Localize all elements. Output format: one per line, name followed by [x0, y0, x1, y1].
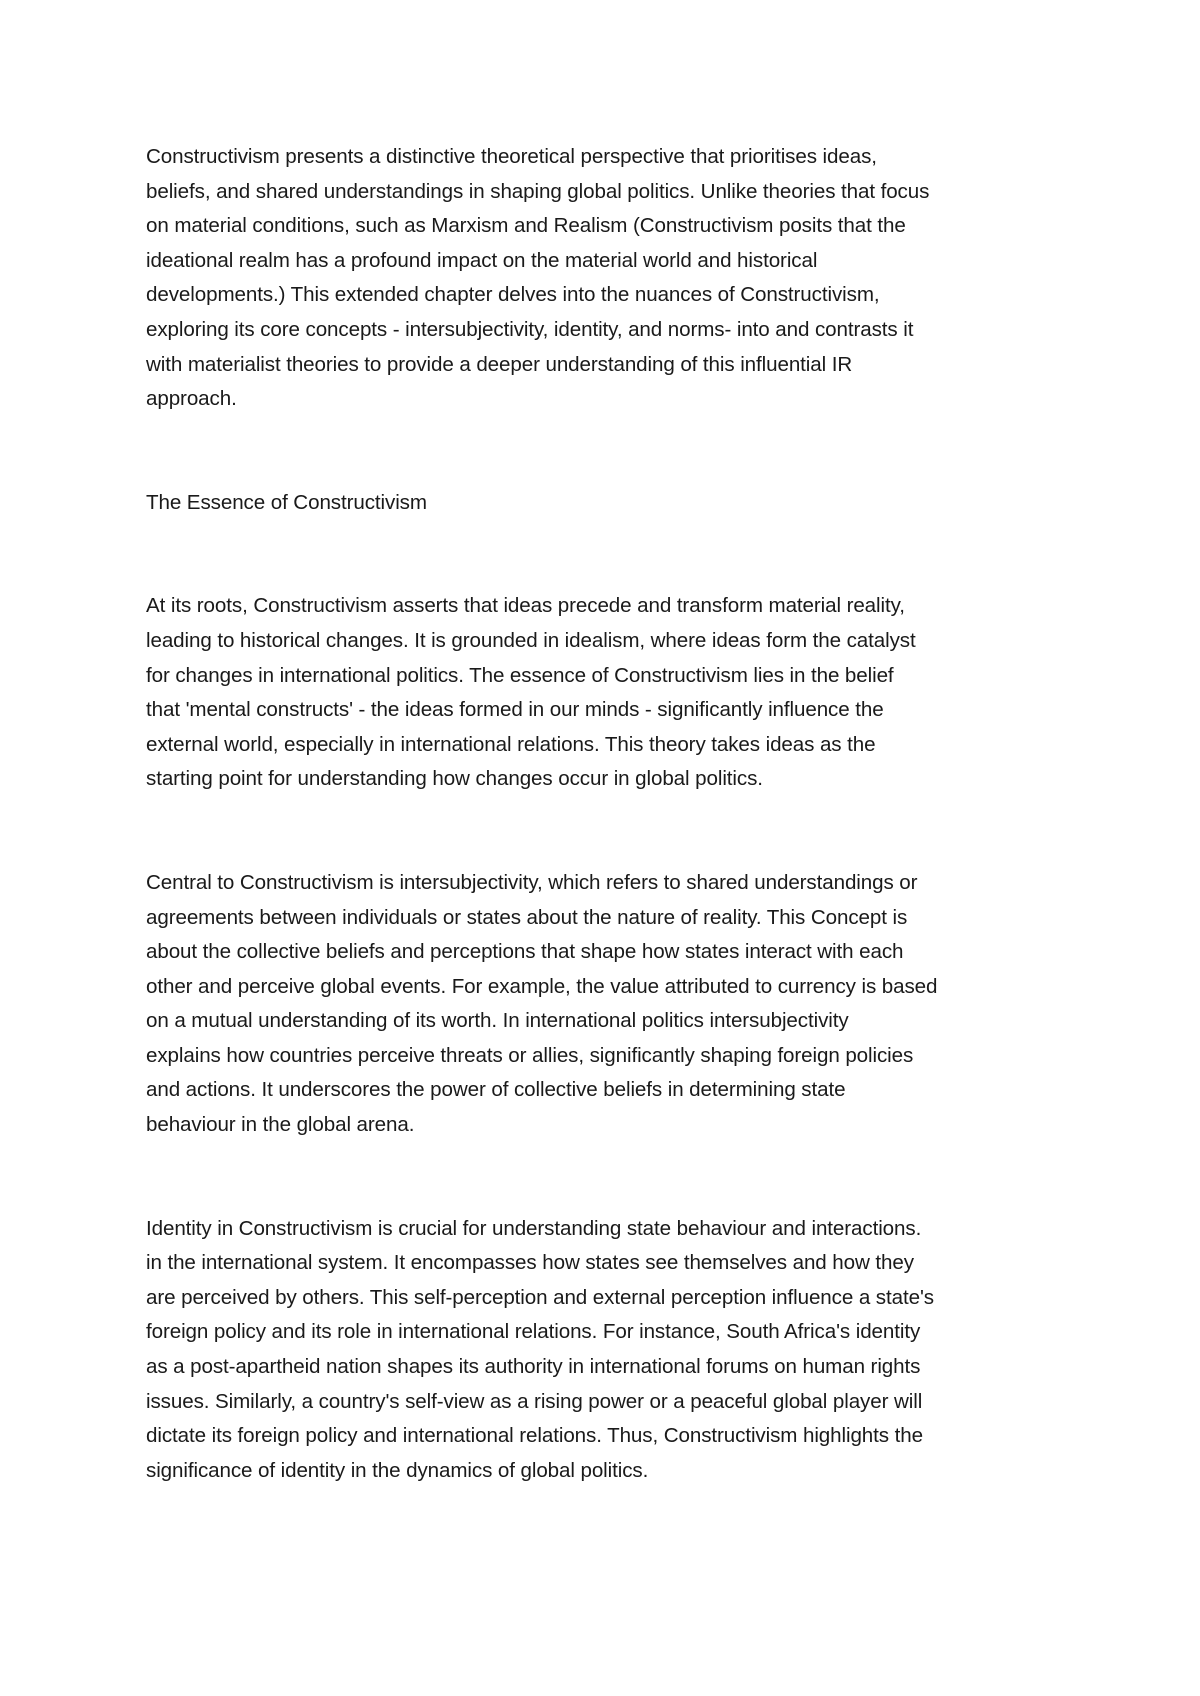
text-line: foreign policy and its role in international relations. For instance, South Africa's identity	[146, 1320, 921, 1344]
text-line: Constructivism presents a distinctive theoretical perspective that prioritises ideas,	[146, 145, 877, 168]
paragraph	[146, 866, 1066, 1143]
text-line: issues. Similarly, a country's self-view as a rising power or a peaceful global player will	[146, 1389, 923, 1413]
text-line: leading to historical changes. It is grounded in idealism, where ideas form the catalyst	[146, 628, 916, 652]
text-line: explains how countries perceive threats or allies, significantly shaping foreign policies	[146, 1043, 914, 1067]
text-line: exploring its core concepts - intersubjectivity, identity, and norms- into and contrasts it	[146, 317, 914, 341]
text-line: with materialist theories to provide a deeper understanding of this influential IR	[146, 352, 853, 376]
section-heading	[146, 486, 1066, 521]
text-line: beliefs, and shared understandings in shaping global politics. Unlike theories that focus	[146, 179, 930, 203]
text-line: The Essence of Constructivism	[146, 490, 427, 514]
text-line: ideational realm has a profound impact on the material world and historical	[146, 248, 818, 272]
text-line: agreements between individuals or states about the nature of reality. This Concept is	[146, 905, 908, 929]
text-line: dictate its foreign policy and international relations. Thus, Constructivism highlights the	[146, 1424, 923, 1448]
document-body	[146, 140, 1066, 1557]
text-line: Central to Constructivism is intersubjectivity, which refers to shared understandings or	[146, 870, 918, 894]
text-line: Identity in Constructivism is crucial for understanding state behaviour and interactions.	[146, 1216, 922, 1240]
text-line: At its roots, Constructivism asserts that ideas precede and transform material reality,	[146, 594, 905, 618]
text-line: and actions. It underscores the power of collective beliefs in determining state	[146, 1078, 846, 1102]
text-line: other and perceive global events. For example, the value attributed to currency is based	[146, 974, 938, 998]
text-line: significance of identity in the dynamics of global politics.	[146, 1458, 649, 1482]
text-line: are perceived by others. This self-perception and external perception influence a state's	[146, 1285, 934, 1309]
text-line: for changes in international politics. The essence of Constructivism lies in the belief	[146, 663, 894, 687]
text-line: on a mutual understanding of its worth. In international politics intersubjectivity	[146, 1009, 849, 1033]
text-line: approach.	[146, 387, 237, 411]
text-line: on material conditions, such as Marxism and Realism (Constructivism posits that the	[146, 214, 906, 238]
text-line: behaviour in the global arena.	[146, 1113, 415, 1137]
text-line: developments.) This extended chapter delves into the nuances of Constructivism,	[146, 283, 880, 307]
paragraph	[146, 1212, 1066, 1489]
paragraph	[146, 140, 1066, 417]
text-line: in the international system. It encompasses how states see themselves and how they	[146, 1251, 914, 1275]
text-line: about the collective beliefs and perceptions that shape how states interact with each	[146, 940, 904, 964]
paragraph	[146, 589, 1066, 797]
text-line: that 'mental constructs' - the ideas formed in our minds - significantly influence the	[146, 698, 884, 722]
text-line: starting point for understanding how changes occur in global politics.	[146, 767, 763, 791]
text-line: external world, especially in international relations. This theory takes ideas as the	[146, 732, 876, 756]
text-line: as a post-apartheid nation shapes its authority in international forums on human rights	[146, 1355, 921, 1379]
